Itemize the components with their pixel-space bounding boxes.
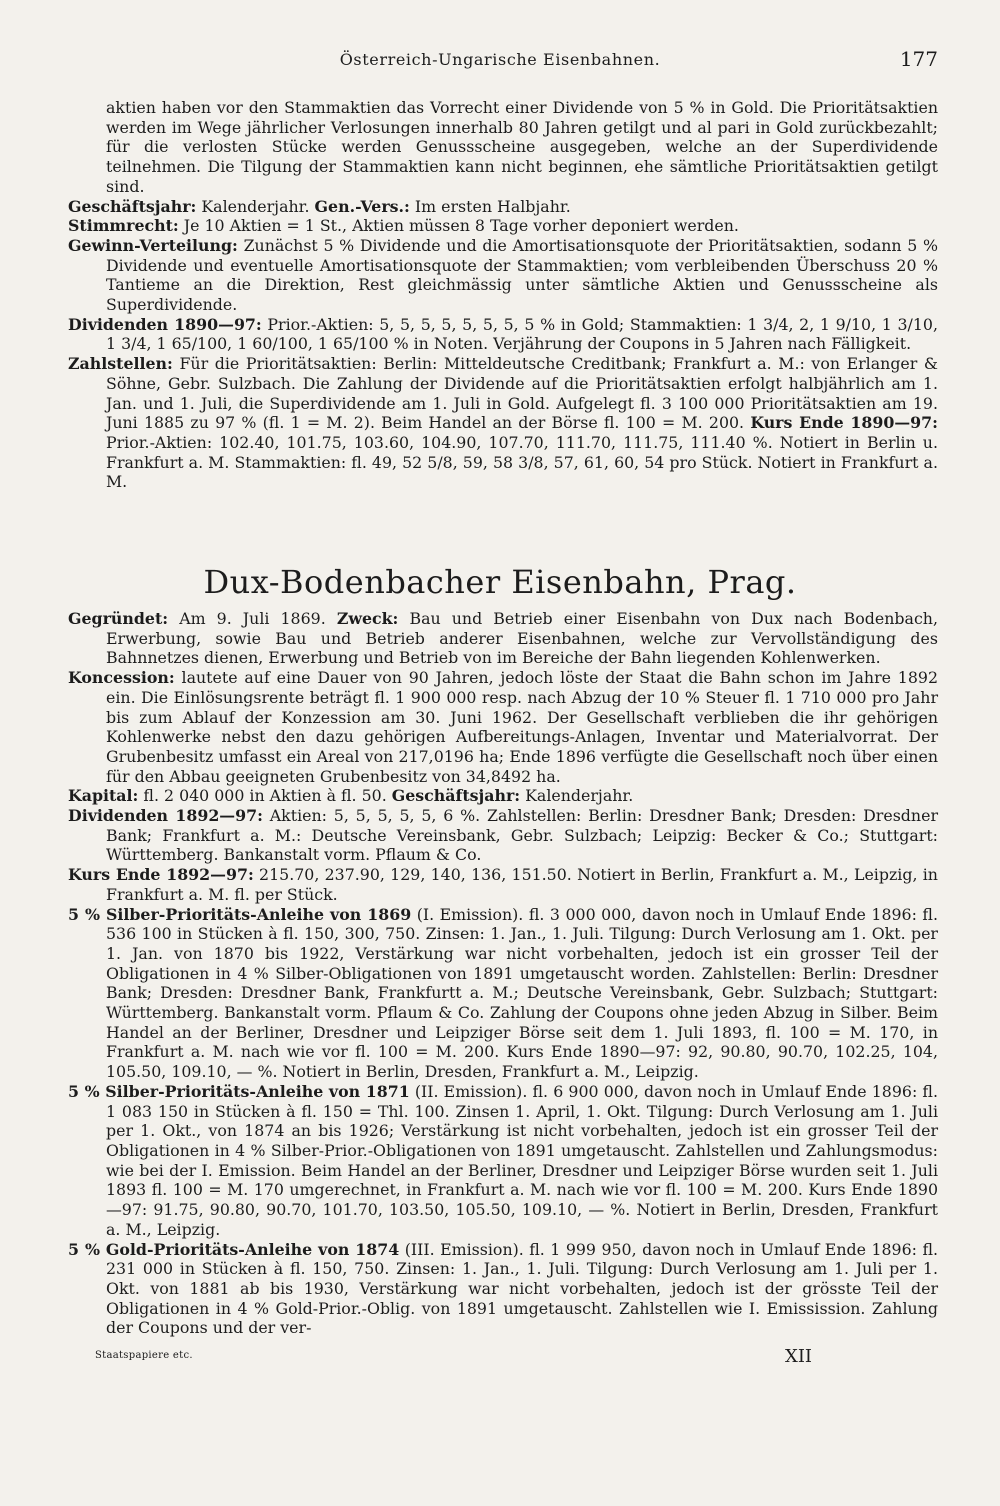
text-koncession: lautete auf eine Dauer von 90 Jahren, jedoch löste der Staat die Bahn schon im Jahre 1892 ein. Die Einlösungsrente beträgt fl. 1 900 000 resp. nach Abzug der 10 % Steuer fl. 1 710 000 pro Jahr bis zum Ablauf der Konzession am 30. Juni 1962. Der Gesellschaft verblieben die ihr gehörigen Kohlenwerke nebst den dazu gehörigen Aufbereitungs-Anlagen, Inventar und Materialvorrat. Der Grubenbesitz umfasst ein Areal von 217,0196 ha; Ende 1896 verfügte die Gesellschaft noch über einen für den Abbau geeigneten Grubenbesitz von 34,8492 ha. — [106, 668, 938, 786]
paragraph-koncession — [68, 668, 938, 786]
text-geschaeftsjahr: Kalenderjahr. — [196, 196, 315, 216]
dux-bodenbacher-entry — [68, 609, 938, 1338]
text-zweck: Bau und Betrieb einer Eisenbahn von Dux nach Bodenbach, Erwerbung, sowie Bau und Betrieb anderer Eisenbahnen, welche zur Vervollständigung des Bahnnetzes dienen, Erwerbung und Betrieb von im Bereiche der Bahn liegenden Kohlenwerken. — [106, 609, 938, 668]
label-gegruendet: Gegründet: — [68, 609, 169, 628]
label-anleihe-1874: 5 % Gold-Prioritäts-Anleihe von 1874 — [68, 1239, 400, 1259]
paragraph-dividenden-2 — [68, 806, 938, 865]
text-kapital: fl. 2 040 000 in Aktien à fl. 50. — [138, 786, 392, 806]
label-dividenden: Dividenden 1890—97: — [68, 314, 262, 334]
page-footer — [95, 1346, 835, 1368]
text-dividenden-2: Aktien: 5, 5, 5, 5, 5, 6 %. Zahlstellen: Berlin: Dresdner Bank; Dresden: Dresdner Bank; Frankfurt a. M.: Deutsche Vereinsbank, Gebr. Sulzbach; Leipzig: Becker & Co.; Stuttgart: Württemberg. Bankanstalt vorm. Pflaum & Co. — [106, 806, 938, 865]
footer-sheet-mark: XII — [785, 1346, 813, 1367]
text-gegruendet: Am 9. Juli 1869. — [168, 609, 337, 628]
section-title: Dux-Bodenbacher Eisenbahn, Prag. — [203, 563, 797, 601]
paragraph-gegruendet — [68, 609, 938, 668]
paragraph-anleihe-1874 — [68, 1240, 938, 1339]
label-anleihe-1869: 5 % Silber-Prioritäts-Anleihe von 1869 — [68, 904, 412, 924]
label-anleihe-1871: 5 % Silber-Prioritäts-Anleihe von 1871 — [68, 1081, 410, 1101]
previous-entry-continuation — [68, 98, 938, 492]
footer-signature: Staatspapiere etc. — [95, 1350, 193, 1361]
text-gewinn-verteilung: Zunächst 5 % Dividende und die Amortisationsquote der Prioritätsaktien, sodann 5 % Dividende und eventuelle Amortisationsquote der Stammaktien; vom verbleibenden Überschuss 20 % Tantieme an die Direktion, Rest gleichmässig unter sämtliche Aktien und Genussscheine als Superdividende. — [106, 235, 938, 315]
label-kapital: Kapital: — [68, 786, 139, 806]
paragraph-gewinn-verteilung — [68, 236, 938, 315]
running-title: Österreich-Ungarische Eisenbahnen. — [339, 50, 661, 69]
label-koncession: Koncession: — [68, 668, 175, 688]
running-header — [0, 47, 1000, 74]
page-number: 177 — [899, 47, 938, 71]
label-zahlstellen: Zahlstellen: — [68, 354, 173, 374]
text-zahlstellen: Für die Prioritätsaktien: Berlin: Mitteldeutsche Creditbank; Frankfurt a. M.: von Erlanger & Söhne, Gebr. Sulzbach. Die Zahlung der Dividende auf die Prioritätsaktien erfolgt halbjährlich am 1. Jan. und 1. Juli, die Superdividende am 1. Juli in Gold. Aufgelegt fl. 3 100 000 Prioritätsaktien am 19. Juni 1885 zu 97 % (fl. 1 = M. 2). Beim Handel an der Börse fl. 100 = M. 200. — [106, 354, 938, 433]
label-gewinn-verteilung: Gewinn-Verteilung: — [68, 235, 238, 255]
text-kurs: 215.70, 237.90, 129, 140, 136, 151.50. Notiert in Berlin, Frankfurt a. M., Leipzig, in Frankfurt a. M. fl. per Stück. — [106, 865, 938, 904]
text-dividenden: Prior.-Aktien: 5, 5, 5, 5, 5, 5, 5, 5 % in Gold; Stammaktien: 1 3/4, 2, 1 9/10, 1 3/10, 1 3/4, 1 65/100, 1 60/100, 1 65/100 % in Noten. Verjährung der Coupons in 5 Jahren nach Fälligkeit. — [106, 314, 938, 354]
text-stimmrecht: Je 10 Aktien = 1 St., Aktien müssen 8 Tage vorher deponiert werden. — [178, 216, 739, 236]
label-geschaeftsjahr: Geschäftsjahr: — [68, 196, 197, 216]
label-gen-vers: Gen.-Vers.: — [314, 196, 410, 216]
paragraph-kurs — [68, 865, 938, 904]
text-geschaeftsjahr-2: Kalenderjahr. — [520, 786, 634, 806]
paragraph-zahlstellen — [68, 354, 938, 492]
paragraph-stimmrecht — [68, 216, 938, 236]
text-anleihe-1869: (I. Emission). fl. 3 000 000, davon noch in Umlauf Ende 1896: fl. 536 100 in Stücken à fl. 150, 300, 750. Zinsen: 1. Jan., 1. Juli. Tilgung: Durch Verlosung am 1. Okt. per 1. Jan. von 1870 bis 1922, Verstärkung war nicht vorbehalten, jedoch ist ein grosser Teil der Obligationen in 4 % Silber-Obligationen von 1891 umgetauscht worden. Zahlstellen: Berlin: Dresdner Bank; Dresden: Dresdner Bank, Frankfurtt a. M.; Deutsche Vereinsbank, Gebr. Sulzbach; Stuttgart: Württemberg. Bankanstalt vorm. Pflaum & Co. Zahlung der Coupons ohne jeden Abzug in Silber. Beim Handel an der Berliner, Dresdner und Leipziger Börse seit dem 1. Juli 1893, fl. 100 = M. 170, in Frankfurt a. M. nach wie vor fl. 100 = M. 200. Kurs Ende 1890—97: 92, 90.80, 90.70, 102.25, 104, 105.50, 109.10, — %. Notiert in Berlin, Dresden, Frankfurt a. M., Leipzig. — [106, 904, 938, 1082]
label-kurs: Kurs Ende 1892—97: — [68, 865, 254, 885]
label-dividenden-2: Dividenden 1892—97: — [68, 806, 263, 826]
text-anleihe-1874: (III. Emission). fl. 1 999 950, davon noch in Umlauf Ende 1896: fl. 231 000 in Stücken à fl. 150, 750. Zinsen: 1. Jan., 1. Juli. Tilgung: Durch Verlosung am 1. Juli per 1. Okt. von 1881 ab bis 1930, Verstärkung war nicht vorbehalten, jedoch ist der grösste Teil der Obligationen in 4 % Gold-Prior.-Oblig. von 1891 umgetauscht. Zahlstellen wie I. Emissission. Zahlung der Coupons und der ver- — [106, 1239, 938, 1338]
paragraph-anleihe-1871 — [68, 1082, 938, 1240]
paragraph-anleihe-1869 — [68, 905, 938, 1082]
paragraph-dividenden — [68, 315, 938, 354]
paragraph-kapital — [68, 786, 938, 806]
text-anleihe-1871: (II. Emission). fl. 6 900 000, davon noch in Umlauf Ende 1896: fl. 1 083 150 in Stücken à fl. 150 = Thl. 100. Zinsen 1. April, 1. Okt. Tilgung: Durch Verlosung am 1. Juli per 1. Okt., von 1874 an bis 1926; Verstärkung ist nicht vorbehalten, jedoch ist ein grosser Teil der Obligationen in 4 % Silber-Prior.-Obligationen von 1891 umgetauscht. Zahlstellen und Zahlungsmodus: wie bei der I. Emission. Beim Handel an der Berliner, Dresdner und Leipziger Börse wurden seit 1. Juli 1893 fl. 100 = M. 170 umgerechnet, in Frankfurt a. M. nach wie vor fl. 100 = M. 200. Kurs Ende 1890—97: 91.75, 90.80, 90.70, 101.70, 103.50, 105.50, 109.10, — %. Notiert in Berlin, Dresden, Frankfurt a. M., Leipzig. — [106, 1081, 938, 1239]
label-stimmrecht: Stimmrecht: — [68, 216, 179, 236]
paragraph-prioritaetsaktien: aktien haben vor den Stammaktien das Vorrecht einer Dividende von 5 % in Gold. Die Prioritätsaktien werden im Wege jährlicher Verlosungen innerhalb 80 Jahren getilgt und al pari in Gold zurückbezahlt; für die verlosten Stücke werden Genussscheine ausgegeben, welche an der Superdividende teilnehmen. Die Tilgung der Stammaktien kann nicht beginnen, ehe sämtliche Prioritätsaktien getilgt sind. — [106, 98, 938, 196]
label-kurs-ende: Kurs Ende 1890—97: — [750, 413, 938, 433]
label-geschaeftsjahr-2: Geschäftsjahr: — [391, 786, 521, 806]
paragraph-geschaeftsjahr — [68, 197, 938, 217]
text-gen-vers: Im ersten Halbjahr. — [409, 196, 571, 216]
label-zweck: Zweck: — [336, 609, 399, 628]
text-kurs-ende: Prior.-Aktien: 102.40, 101.75, 103.60, 104.90, 107.70, 111.70, 111.75, 111.40 %. Notiert in Berlin u. Frankfurt a. M. Stammaktien: fl. 49, 52 5/8, 59, 58 3/8, 57, 61, 60, 54 pro Stück. Notiert in Frankfurt a. M. — [106, 432, 938, 492]
